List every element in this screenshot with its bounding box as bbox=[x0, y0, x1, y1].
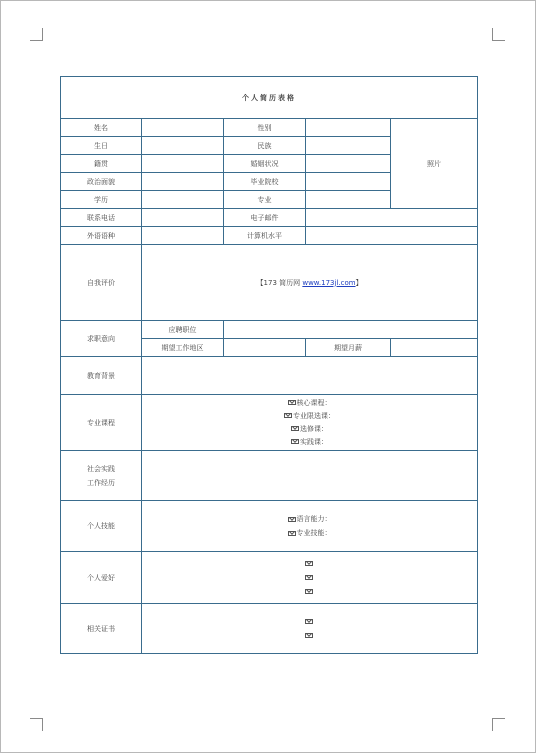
envelope-icon bbox=[288, 517, 296, 522]
envelope-icon bbox=[305, 619, 313, 624]
envelope-icon bbox=[305, 633, 313, 638]
label-certificates: 相关证书 bbox=[61, 604, 142, 654]
margin-corner-bottom-right bbox=[492, 718, 505, 731]
label-computer-level: 计算机水平 bbox=[224, 227, 306, 245]
list-item bbox=[142, 557, 477, 571]
envelope-icon bbox=[288, 531, 296, 536]
self-evaluation-suffix: 】 bbox=[355, 278, 363, 287]
label-job-intention: 求职意向 bbox=[61, 321, 142, 357]
photo-box[interactable]: 照片 bbox=[391, 119, 478, 209]
value-major[interactable] bbox=[306, 191, 391, 209]
label-language: 外语语种 bbox=[61, 227, 142, 245]
self-evaluation-content[interactable] bbox=[142, 245, 478, 321]
document-title: 个人简历表格 bbox=[61, 77, 478, 119]
label-political-status: 政治面貌 bbox=[61, 173, 142, 191]
value-phone[interactable] bbox=[142, 209, 224, 227]
envelope-icon bbox=[291, 426, 299, 431]
list-item: 专业技能： bbox=[142, 526, 477, 540]
list-item bbox=[142, 571, 477, 585]
list-item: 专业限选课： bbox=[142, 410, 477, 423]
social-practice-content[interactable] bbox=[142, 451, 478, 501]
value-marital-status[interactable] bbox=[306, 155, 391, 173]
label-expected-salary: 期望月薪 bbox=[306, 339, 391, 357]
envelope-icon bbox=[305, 561, 313, 566]
value-education[interactable] bbox=[142, 191, 224, 209]
label-native-place: 籍贯 bbox=[61, 155, 142, 173]
envelope-icon bbox=[291, 439, 299, 444]
label-major: 专业 bbox=[224, 191, 306, 209]
label-social-practice: 社会实践 工作经历 bbox=[61, 451, 142, 501]
list-item bbox=[142, 615, 477, 629]
label-self-evaluation: 自我评价 bbox=[61, 245, 142, 321]
label-email: 电子邮件 bbox=[224, 209, 306, 227]
value-language[interactable] bbox=[142, 227, 224, 245]
value-expected-area[interactable] bbox=[224, 339, 306, 357]
value-computer-level[interactable] bbox=[306, 227, 478, 245]
label-name: 姓名 bbox=[61, 119, 142, 137]
website-link[interactable]: www.173jl.com bbox=[302, 278, 356, 287]
value-native-place[interactable] bbox=[142, 155, 224, 173]
label-ethnicity: 民族 bbox=[224, 137, 306, 155]
value-school[interactable] bbox=[306, 173, 391, 191]
value-name[interactable] bbox=[142, 119, 224, 137]
label-phone: 联系电话 bbox=[61, 209, 142, 227]
label-courses: 专业课程 bbox=[61, 395, 142, 451]
margin-corner-bottom-left bbox=[30, 718, 43, 731]
label-position: 应聘职位 bbox=[142, 321, 224, 339]
list-item bbox=[142, 585, 477, 599]
label-marital-status: 婚姻状况 bbox=[224, 155, 306, 173]
skills-content[interactable] bbox=[142, 501, 478, 552]
value-birth[interactable] bbox=[142, 137, 224, 155]
envelope-icon bbox=[305, 589, 313, 594]
value-email[interactable] bbox=[306, 209, 478, 227]
education-background-content[interactable] bbox=[142, 357, 478, 395]
label-expected-area: 期望工作地区 bbox=[142, 339, 224, 357]
label-hobbies: 个人爱好 bbox=[61, 552, 142, 604]
self-evaluation-prefix: 【173 简历网 bbox=[256, 278, 303, 287]
resume-table bbox=[60, 76, 478, 654]
envelope-icon bbox=[305, 575, 313, 580]
label-gender: 性别 bbox=[224, 119, 306, 137]
label-skills: 个人技能 bbox=[61, 501, 142, 552]
value-political-status[interactable] bbox=[142, 173, 224, 191]
envelope-icon bbox=[284, 413, 292, 418]
certificates-content[interactable] bbox=[142, 604, 478, 654]
courses-content[interactable] bbox=[142, 395, 478, 451]
label-education: 学历 bbox=[61, 191, 142, 209]
value-expected-salary[interactable] bbox=[391, 339, 478, 357]
list-item bbox=[142, 629, 477, 643]
margin-corner-top-left bbox=[30, 28, 43, 41]
hobbies-content[interactable] bbox=[142, 552, 478, 604]
value-gender[interactable] bbox=[306, 119, 391, 137]
label-education-background: 教育背景 bbox=[61, 357, 142, 395]
list-item: 选修课： bbox=[142, 423, 477, 436]
envelope-icon bbox=[288, 400, 296, 405]
label-school: 毕业院校 bbox=[224, 173, 306, 191]
list-item: 核心课程： bbox=[142, 397, 477, 410]
list-item: 实践课： bbox=[142, 436, 477, 449]
margin-corner-top-right bbox=[492, 28, 505, 41]
label-birth: 生日 bbox=[61, 137, 142, 155]
list-item: 语言能力： bbox=[142, 512, 477, 526]
value-position[interactable] bbox=[224, 321, 478, 339]
value-ethnicity[interactable] bbox=[306, 137, 391, 155]
